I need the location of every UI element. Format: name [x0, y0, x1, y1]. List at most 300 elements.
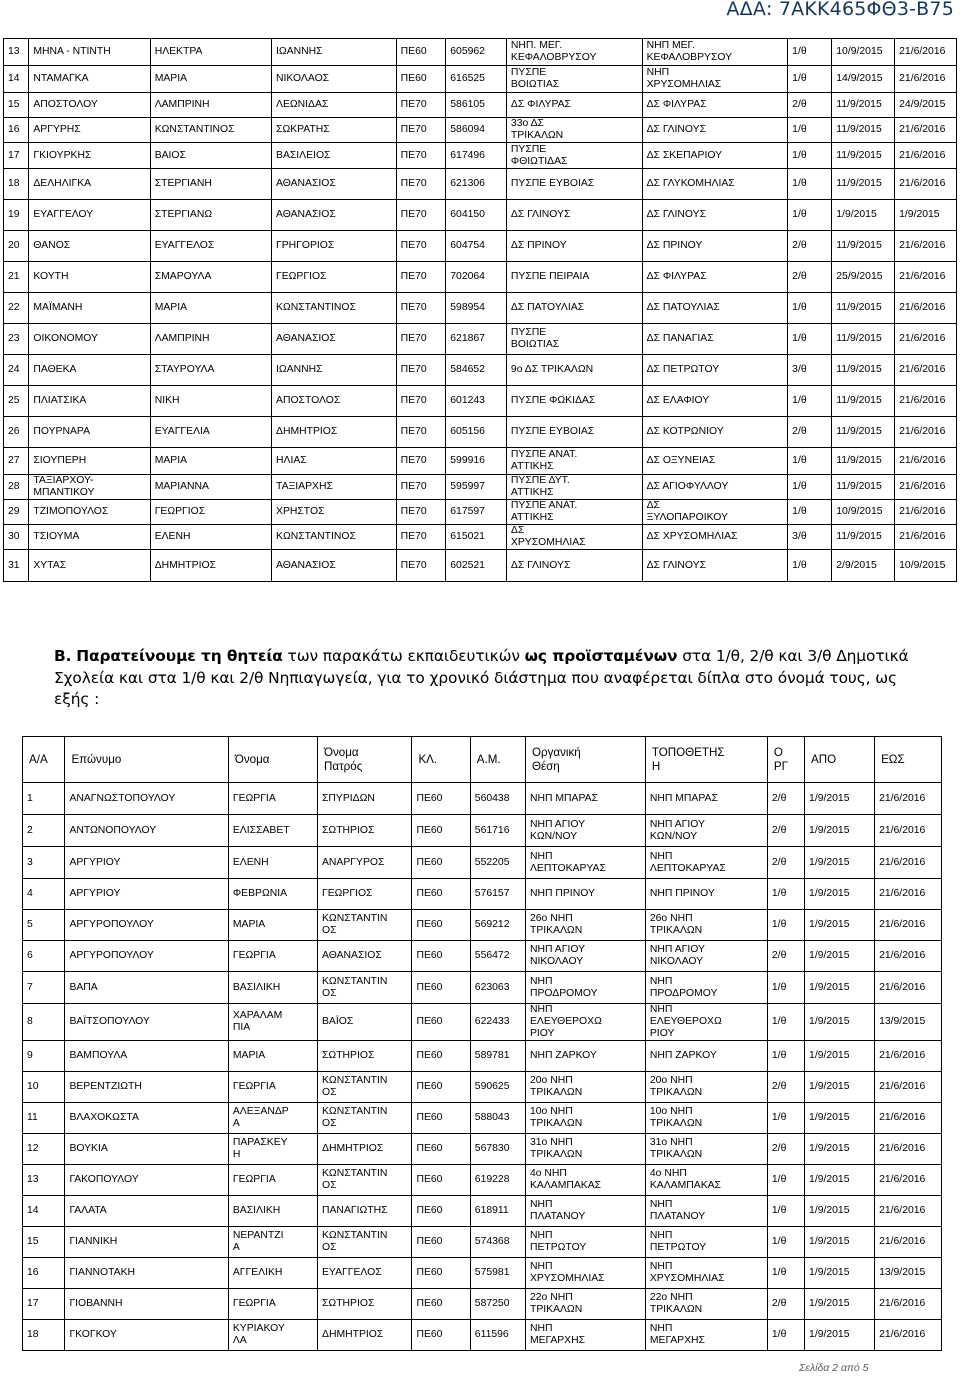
table-cell: ΔΣ ΓΛΙΝΟΥΣ	[642, 200, 788, 231]
para-text-1: των παρακάτω εκπαιδευτικών	[282, 647, 525, 665]
table-cell: 1/θ	[767, 1004, 804, 1041]
table-cell: 2/θ	[767, 815, 804, 847]
table-cell: ΜΑΡΙΑ	[228, 910, 317, 941]
table-cell: ΝΗΠ ΠΡΙΝΟΥ	[525, 879, 645, 910]
table-cell: ΒΑΣΙΛΙΚΗ	[228, 1196, 317, 1227]
table-cell: 1/9/2015	[805, 1258, 875, 1289]
table-cell: ΚΩΝΣΤΑΝΤΙΝ ΟΣ	[318, 1227, 412, 1258]
table-cell: 13	[4, 39, 29, 66]
table-cell: 21/6/2016	[895, 293, 957, 324]
table-cell: 2/θ	[788, 262, 832, 293]
table-cell: ΚΩΝΣΤΑΝΤΙΝ ΟΣ	[318, 1165, 412, 1196]
table-cell: 2/θ	[788, 231, 832, 262]
table-cell: ΔΣ ΦΙΛΥΡΑΣ	[506, 93, 642, 118]
table-cell: ΑΝΑΡΓΥΡΟΣ	[318, 847, 412, 879]
table-cell: ΠΕ70	[396, 417, 446, 448]
table-cell: 11/9/2015	[832, 293, 895, 324]
table-cell: 24	[4, 355, 29, 386]
table-cell: ΝΗΠ ΑΓΙΟΥ ΝΙΚΟΛΑΟΥ	[645, 941, 767, 972]
table-cell: 11/9/2015	[832, 475, 895, 500]
table-cell: 1/9/2015	[805, 1320, 875, 1351]
table-cell: 10ο ΝΗΠ ΤΡΙΚΑΛΩΝ	[525, 1103, 645, 1134]
table-cell: 18	[4, 169, 29, 200]
table-cell: 617496	[446, 143, 507, 169]
table-cell: 1/θ	[788, 118, 832, 143]
table-cell: ΦΕΒΡΩΝΙΑ	[228, 879, 317, 910]
table-cell: ΝΗΠ ΠΡΙΝΟΥ	[645, 879, 767, 910]
table-row	[23, 847, 942, 879]
table-row	[23, 972, 942, 1004]
table-cell: ΝΙΚΟΛΑΟΣ	[272, 66, 397, 93]
table-cell: 599916	[446, 448, 507, 475]
table-cell: 622433	[470, 1004, 525, 1041]
table-row	[4, 417, 957, 448]
table-cell: ΠΕ70	[396, 118, 446, 143]
table-cell: ΔΣ ΓΛΙΝΟΥΣ	[642, 118, 788, 143]
table-cell: ΠΕ70	[396, 262, 446, 293]
table-cell: ΤΑΞΙΑΡΧΟΥ- ΜΠΑΝΤΙΚΟΥ	[29, 475, 150, 500]
table-cell: ΔΣ ΓΛΙΝΟΥΣ	[506, 550, 642, 582]
table-cell: 1/θ	[767, 1320, 804, 1351]
table-cell: 1/θ	[788, 293, 832, 324]
table-cell: 27	[4, 448, 29, 475]
table-cell: ΒΛΑΧΟΚΩΣΤΑ	[65, 1103, 228, 1134]
table-cell: ΠΥΣΠΕ ΒΟΙΩΤΙΑΣ	[506, 324, 642, 355]
table-cell: ΠΥΣΠΕ ΦΩΚΙΔΑΣ	[506, 386, 642, 417]
table-cell: 1/9/2015	[805, 1134, 875, 1165]
table-cell: 575981	[470, 1258, 525, 1289]
table-cell: ΜΑΡΙΑ	[150, 66, 271, 93]
table-cell: 21/6/2016	[895, 525, 957, 550]
table-cell: ΓΡΗΓΟΡΙΟΣ	[272, 231, 397, 262]
table-cell: 1/θ	[788, 550, 832, 582]
table-cell: ΓΕΩΡΓΙΟΣ	[272, 262, 397, 293]
table-cell: 1/9/2015	[805, 972, 875, 1004]
table-cell: ΠΕ60	[412, 1258, 470, 1289]
table-cell: ΝΗΠ ΜΕΓΑΡΧΗΣ	[525, 1320, 645, 1351]
table-cell: ΠΥΣΠΕ ΑΝΑΤ. ΑΤΤΙΚΗΣ	[506, 448, 642, 475]
table-row	[23, 1320, 942, 1351]
table-cell: 2	[23, 815, 65, 847]
table-cell: ΓΑΚΟΠΟΥΛΟΥ	[65, 1165, 228, 1196]
table-cell: ΠΕ60	[412, 941, 470, 972]
table-cell: 1/θ	[788, 386, 832, 417]
column-header: Ο ΡΓ	[767, 737, 804, 783]
table-cell: 5	[23, 910, 65, 941]
table-row	[23, 1072, 942, 1103]
table-cell: ΠΕ70	[396, 200, 446, 231]
table-cell: ΝΗΠ. ΜΕΓ. ΚΕΦΑΛΟΒΡΥΣΟΥ	[506, 39, 642, 66]
table-cell: 1/9/2015	[805, 1103, 875, 1134]
table-cell: ΔΕΛΗΛΙΓΚΑ	[29, 169, 150, 200]
table-cell: 21/6/2016	[875, 783, 942, 815]
table-row	[4, 143, 957, 169]
table-cell: ΝΗΠ ΠΛΑΤΑΝΟΥ	[525, 1196, 645, 1227]
table-cell: 21	[4, 262, 29, 293]
table-cell: ΤΑΞΙΑΡΧΗΣ	[272, 475, 397, 500]
table-cell: 1/θ	[788, 143, 832, 169]
table-row	[23, 910, 942, 941]
table-cell: 7	[23, 972, 65, 1004]
table-cell: ΠΕ60	[412, 1165, 470, 1196]
table-cell: ΠΟΥΡΝΑΡΑ	[29, 417, 150, 448]
table-cell: 26ο ΝΗΠ ΤΡΙΚΑΛΩΝ	[525, 910, 645, 941]
table-cell: 21/6/2016	[895, 448, 957, 475]
table-cell: 1/θ	[767, 910, 804, 941]
table-cell: 10/9/2015	[895, 550, 957, 582]
table-cell: 11/9/2015	[832, 417, 895, 448]
para-bold-2: ως προϊσταμένων	[524, 647, 678, 665]
table-cell: 11/9/2015	[832, 448, 895, 475]
table-cell: 11/9/2015	[832, 324, 895, 355]
table-cell: ΑΘΑΝΑΣΙΟΣ	[272, 200, 397, 231]
table-cell: ΑΡΓΥΡΗΣ	[29, 118, 150, 143]
table-cell: ΠΕ60	[412, 815, 470, 847]
table-cell: 2/θ	[767, 941, 804, 972]
table-cell: ΔΣ ΑΓΙΟΦΥΛΛΟΥ	[642, 475, 788, 500]
table-cell: 1/9/2015	[805, 1165, 875, 1196]
table-cell: 602521	[446, 550, 507, 582]
table-cell: 19	[4, 200, 29, 231]
table-cell: 4ο ΝΗΠ ΚΑΛΑΜΠΑΚΑΣ	[645, 1165, 767, 1196]
table-cell: 2/θ	[788, 417, 832, 448]
table-cell: ΠΥΣΠΕ ΑΝΑΤ. ΑΤΤΙΚΗΣ	[506, 500, 642, 525]
column-header: Α/Α	[23, 737, 65, 783]
table-cell: ΔΣ ΠΡΙΝΟΥ	[642, 231, 788, 262]
table-row	[4, 231, 957, 262]
table-cell: ΠΕ70	[396, 355, 446, 386]
table-cell: ΠΕ70	[396, 386, 446, 417]
table-cell: ΑΛΕΞΑΝΔΡ Α	[228, 1103, 317, 1134]
table-row	[23, 1227, 942, 1258]
table-cell: 3/θ	[788, 355, 832, 386]
table-cell: ΠΕ60	[396, 66, 446, 93]
table-cell: 1/9/2015	[805, 847, 875, 879]
table-cell: 8	[23, 1004, 65, 1041]
table-cell: 21/6/2016	[895, 143, 957, 169]
table-cell: ΠΕ60	[412, 1041, 470, 1072]
table-cell: ΚΩΝΣΤΑΝΤΙΝΟΣ	[272, 293, 397, 324]
column-header: Οργανική Θέση	[525, 737, 645, 783]
table-cell: ΚΩΝΣΤΑΝΤΙΝ ΟΣ	[318, 910, 412, 941]
table-cell: ΠΛΙΑΤΣΙΚΑ	[29, 386, 150, 417]
table-cell: 1/9/2015	[832, 200, 895, 231]
table-cell: 21/6/2016	[895, 500, 957, 525]
table-cell: 21/6/2016	[875, 1165, 942, 1196]
table-cell: 618911	[470, 1196, 525, 1227]
table-cell: ΝΗΠ ΜΠΑΡΑΣ	[525, 783, 645, 815]
table-cell: ΔΗΜΗΤΡΙΟΣ	[272, 417, 397, 448]
table-cell: ΚΩΝΣΤΑΝΤΙΝ ΟΣ	[318, 1072, 412, 1103]
table-cell: ΠΑΝΑΓΙΩΤΗΣ	[318, 1196, 412, 1227]
table-row	[4, 355, 957, 386]
table-cell: ΔΣ ΚΟΤΡΩΝΙΟΥ	[642, 417, 788, 448]
table-cell: 21/6/2016	[895, 169, 957, 200]
table-cell: 1/9/2015	[805, 1227, 875, 1258]
table-cell: ΓΕΩΡΓΙΑ	[228, 1289, 317, 1320]
table-cell: 2/θ	[788, 93, 832, 118]
table-cell: ΜΑΡΙΑΝΝΑ	[150, 475, 271, 500]
table-cell: ΠΕ60	[412, 1320, 470, 1351]
table-cell: 569212	[470, 910, 525, 941]
table-cell: 21/6/2016	[875, 1320, 942, 1351]
table-cell: ΙΩΑΝΝΗΣ	[272, 355, 397, 386]
table-cell: ΔΗΜΗΤΡΙΟΣ	[150, 550, 271, 582]
table-cell: ΚΩΝΣΤΑΝΤΙΝ ΟΣ	[318, 1103, 412, 1134]
table-row	[23, 941, 942, 972]
table-cell: 1/θ	[788, 500, 832, 525]
table-cell: ΘΑΝΟΣ	[29, 231, 150, 262]
table-row	[4, 500, 957, 525]
table-row	[23, 1289, 942, 1320]
table-cell: ΤΣΙΟΥΜΑ	[29, 525, 150, 550]
table-cell: ΔΣ ΠΡΙΝΟΥ	[506, 231, 642, 262]
table-cell: 21/6/2016	[875, 1103, 942, 1134]
table-cell: ΠΥΣΠΕ ΠΕΙΡΑΙΑ	[506, 262, 642, 293]
table-cell: ΒΑΜΠΟΥΛΑ	[65, 1041, 228, 1072]
table-cell: ΓΕΩΡΓΙΑ	[228, 1072, 317, 1103]
table-cell: 21/6/2016	[895, 231, 957, 262]
table-row	[23, 1103, 942, 1134]
table-cell: 623063	[470, 972, 525, 1004]
table-row	[4, 550, 957, 582]
table-cell: ΑΘΑΝΑΣΙΟΣ	[272, 550, 397, 582]
table-cell: ΕΥΑΓΓΕΛΙΑ	[150, 417, 271, 448]
table-cell: 21/6/2016	[895, 66, 957, 93]
table-cell: 621306	[446, 169, 507, 200]
column-header: Α.Μ.	[470, 737, 525, 783]
column-header: Όνομα	[228, 737, 317, 783]
table-cell: ΑΡΓΥΡΟΠΟΥΛΟΥ	[65, 910, 228, 941]
table-cell: ΝΗΠ ΕΛΕΥΘΕΡΟΧΩ ΡΙΟΥ	[525, 1004, 645, 1041]
table-cell: ΝΙΚΗ	[150, 386, 271, 417]
table-cell: 1/9/2015	[805, 1196, 875, 1227]
table-cell: ΓΕΩΡΓΙΑ	[228, 783, 317, 815]
table-cell: ΣΤΕΡΓΙΑΝΗ	[150, 169, 271, 200]
table-cell: ΝΕΡΑΝΤΖΙ Α	[228, 1227, 317, 1258]
table-cell: ΝΗΠ ΖΑΡΚΟΥ	[525, 1041, 645, 1072]
table-row	[4, 293, 957, 324]
table-cell: 2/θ	[767, 847, 804, 879]
table-cell: 1/θ	[767, 1227, 804, 1258]
table-cell: 26ο ΝΗΠ ΤΡΙΚΑΛΩΝ	[645, 910, 767, 941]
table-cell: 1/9/2015	[805, 815, 875, 847]
column-header: ΕΩΣ	[875, 737, 942, 783]
table-cell: 21/6/2016	[895, 39, 957, 66]
table-cell: ΕΛΕΝΗ	[150, 525, 271, 550]
table-cell: 21/6/2016	[875, 847, 942, 879]
table-cell: ΝΗΠ ΠΡΟΔΡΟΜΟΥ	[645, 972, 767, 1004]
table-cell: ΠΕ70	[396, 525, 446, 550]
table-cell: 31ο ΝΗΠ ΤΡΙΚΑΛΩΝ	[645, 1134, 767, 1165]
table-row	[4, 200, 957, 231]
table-cell: ΔΣ ΦΙΛΥΡΑΣ	[642, 262, 788, 293]
table-cell: ΒΑΣΙΛΙΚΗ	[228, 972, 317, 1004]
table-cell: ΠΕ60	[412, 1227, 470, 1258]
table-cell: 3/θ	[788, 525, 832, 550]
table-cell: ΔΣ ΠΕΤΡΩΤΟΥ	[642, 355, 788, 386]
table-cell: 31ο ΝΗΠ ΤΡΙΚΑΛΩΝ	[525, 1134, 645, 1165]
table-cell: ΕΛΕΝΗ	[228, 847, 317, 879]
table-cell: 567830	[470, 1134, 525, 1165]
table-cell: 22	[4, 293, 29, 324]
table-cell: 1/θ	[767, 1258, 804, 1289]
table-cell: 1/9/2015	[805, 910, 875, 941]
table-cell: 1/9/2015	[805, 941, 875, 972]
table-cell: ΕΥΑΓΓΕΛΟΥ	[29, 200, 150, 231]
table-row	[4, 525, 957, 550]
table-cell: ΝΗΠ ΧΡΥΣΟΜΗΛΙΑΣ	[525, 1258, 645, 1289]
table-cell: ΛΑΜΠΡΙΝΗ	[150, 324, 271, 355]
table-cell: 11/9/2015	[832, 93, 895, 118]
column-header: ΤΟΠΟΘΕΤΗΣ Η	[645, 737, 767, 783]
table-cell: 1/θ	[788, 475, 832, 500]
table-cell: ΠΕ60	[412, 1196, 470, 1227]
table-cell: 31	[4, 550, 29, 582]
table-cell: ΠΑΘΕΚΑ	[29, 355, 150, 386]
table-cell: ΣΤΑΥΡΟΥΛΑ	[150, 355, 271, 386]
table-row	[4, 169, 957, 200]
table-cell: ΠΥΣΠΕ ΦΘΙΩΤΙΔΑΣ	[506, 143, 642, 169]
table-cell: 11/9/2015	[832, 118, 895, 143]
table-cell: ΜΑΪΜΑΝΗ	[29, 293, 150, 324]
table-cell: 11/9/2015	[832, 143, 895, 169]
table-cell: 29	[4, 500, 29, 525]
table-cell: ΔΣ ΟΞΥΝΕΙΑΣ	[642, 448, 788, 475]
table-cell: 1/θ	[788, 200, 832, 231]
table-cell: 702064	[446, 262, 507, 293]
table-cell: ΝΗΠ ΜΠΑΡΑΣ	[645, 783, 767, 815]
table-cell: 21/6/2016	[895, 355, 957, 386]
table-row	[23, 1041, 942, 1072]
table-cell: ΝΗΠ ΑΓΙΟΥ ΚΩΝ/ΝΟΥ	[525, 815, 645, 847]
section-letter: Β.	[54, 647, 72, 665]
table-cell: ΔΗΜΗΤΡΙΟΣ	[318, 1320, 412, 1351]
table-cell: 20ο ΝΗΠ ΤΡΙΚΑΛΩΝ	[645, 1072, 767, 1103]
table-cell: ΗΛΙΑΣ	[272, 448, 397, 475]
table-cell: 28	[4, 475, 29, 500]
table-cell: ΓΚΙΟΥΡΚΗΣ	[29, 143, 150, 169]
table-cell: ΔΣ ΓΛΥΚΟΜΗΛΙΑΣ	[642, 169, 788, 200]
table-cell: 22ο ΝΗΠ ΤΡΙΚΑΛΩΝ	[645, 1289, 767, 1320]
table-cell: 15	[4, 93, 29, 118]
table-cell: ΓΕΩΡΓΙΟΣ	[150, 500, 271, 525]
table-cell: 21/6/2016	[895, 475, 957, 500]
table-cell: ΠΕ70	[396, 448, 446, 475]
para-text-2: στα 1/θ, 2/θ και 3/θ Δημοτικά Σχολεία και στα 1/θ και 2/θ Νηπιαγωγεία, για το χρονικό διάστημα που αναφέρεται δίπλα στο όνομά τους, ως εξής :	[54, 647, 909, 708]
table-cell: ΝΗΠ ΜΕΓΑΡΧΗΣ	[645, 1320, 767, 1351]
column-header: ΚΛ.	[412, 737, 470, 783]
table-cell: 605962	[446, 39, 507, 66]
table-cell: 588043	[470, 1103, 525, 1134]
table-cell: ΠΕ60	[412, 972, 470, 1004]
table-cell: ΔΣ ΠΑΤΟΥΛΙΑΣ	[506, 293, 642, 324]
table-cell: ΑΝΑΓΝΩΣΤΟΠΟΥΛΟΥ	[65, 783, 228, 815]
table-cell: ΓΕΩΡΓΙΟΣ	[318, 879, 412, 910]
table-cell: ΔΣ ΓΛΙΝΟΥΣ	[506, 200, 642, 231]
table-cell: ΠΕ70	[396, 293, 446, 324]
table-cell: ΠΑΡΑΣΚΕΥ Η	[228, 1134, 317, 1165]
table-row	[4, 475, 957, 500]
table-cell: ΔΣ ΠΑΝΑΓΙΑΣ	[642, 324, 788, 355]
table-cell: 33ο ΔΣ ΤΡΙΚΑΛΩΝ	[506, 118, 642, 143]
table-cell: 1/9/2015	[805, 1004, 875, 1041]
table-cell: 21/6/2016	[895, 417, 957, 448]
table-cell: ΠΕ70	[396, 93, 446, 118]
table-cell: ΣΙΟΥΠΕΡΗ	[29, 448, 150, 475]
table-cell: ΣΠΥΡΙΔΩΝ	[318, 783, 412, 815]
table-cell: ΒΑΪΤΣΟΠΟΥΛΟΥ	[65, 1004, 228, 1041]
table-cell: 21/6/2016	[895, 262, 957, 293]
table-cell: 2/θ	[767, 1072, 804, 1103]
table-cell: 617597	[446, 500, 507, 525]
table-cell: 1/9/2015	[805, 783, 875, 815]
table-cell: 1/θ	[767, 972, 804, 1004]
table-cell: 1/θ	[788, 448, 832, 475]
table-cell: ΒΑΣΙΛΕΙΟΣ	[272, 143, 397, 169]
table-cell: ΠΕ70	[396, 169, 446, 200]
table-cell: 20	[4, 231, 29, 262]
table-cell: ΠΕ70	[396, 324, 446, 355]
table-cell: ΑΠΟΣΤΟΛΟΥ	[29, 93, 150, 118]
table-cell: 1/θ	[788, 324, 832, 355]
table-cell: 25	[4, 386, 29, 417]
page-number: Σελίδα 2 από 5	[799, 1362, 869, 1374]
table-cell: 21/6/2016	[875, 1072, 942, 1103]
table-cell: ΓΙΑΝΝΙΚΗ	[65, 1227, 228, 1258]
table-cell: ΔΣ ΧΡΥΣΟΜΗΛΙΑΣ	[506, 525, 642, 550]
table-cell: ΕΛΙΣΣΑΒΕΤ	[228, 815, 317, 847]
table-row	[4, 39, 957, 66]
table-cell: 14	[4, 66, 29, 93]
table-cell: ΜΗΝΑ - ΝΤΙΝΤΗ	[29, 39, 150, 66]
table-cell: 17	[23, 1289, 65, 1320]
table-cell: 15	[23, 1227, 65, 1258]
table-cell: 2/θ	[767, 1134, 804, 1165]
table-cell: 611596	[470, 1320, 525, 1351]
table-cell: 11/9/2015	[832, 231, 895, 262]
table-cell: ΠΕ60	[412, 783, 470, 815]
table-cell: 12	[23, 1134, 65, 1165]
table-cell: 22ο ΝΗΠ ΤΡΙΚΑΛΩΝ	[525, 1289, 645, 1320]
table-cell: 11	[23, 1103, 65, 1134]
table-cell: ΓΑΛΑΤΑ	[65, 1196, 228, 1227]
table-cell: ΝΗΠ ΠΕΤΡΩΤΟΥ	[525, 1227, 645, 1258]
table-cell: ΠΕ60	[412, 910, 470, 941]
table-cell: ΜΑΡΙΑ	[150, 448, 271, 475]
table-row	[4, 448, 957, 475]
table-cell: ΑΓΓΕΛΙΚΗ	[228, 1258, 317, 1289]
table-row	[23, 783, 942, 815]
table-row	[4, 66, 957, 93]
table-cell: 21/6/2016	[895, 324, 957, 355]
table-cell: ΠΕ70	[396, 500, 446, 525]
column-header: ΑΠΟ	[805, 737, 875, 783]
table-cell: ΜΑΡΙΑ	[228, 1041, 317, 1072]
table-cell: ΝΗΠ ΧΡΥΣΟΜΗΛΙΑΣ	[642, 66, 788, 93]
table-cell: 23	[4, 324, 29, 355]
table-cell: ΣΩΤΗΡΙΟΣ	[318, 815, 412, 847]
table-cell: ΣΩΚΡΑΤΗΣ	[272, 118, 397, 143]
table-row	[23, 1004, 942, 1041]
table-cell: 1	[23, 783, 65, 815]
table-cell: 21/6/2016	[875, 1196, 942, 1227]
table-cell: 18	[23, 1320, 65, 1351]
table-cell: ΙΩΑΝΝΗΣ	[272, 39, 397, 66]
table-cell: 25/9/2015	[832, 262, 895, 293]
table-cell: ΛΕΩΝΙΔΑΣ	[272, 93, 397, 118]
table-cell: ΝΤΑΜΑΓΚΑ	[29, 66, 150, 93]
